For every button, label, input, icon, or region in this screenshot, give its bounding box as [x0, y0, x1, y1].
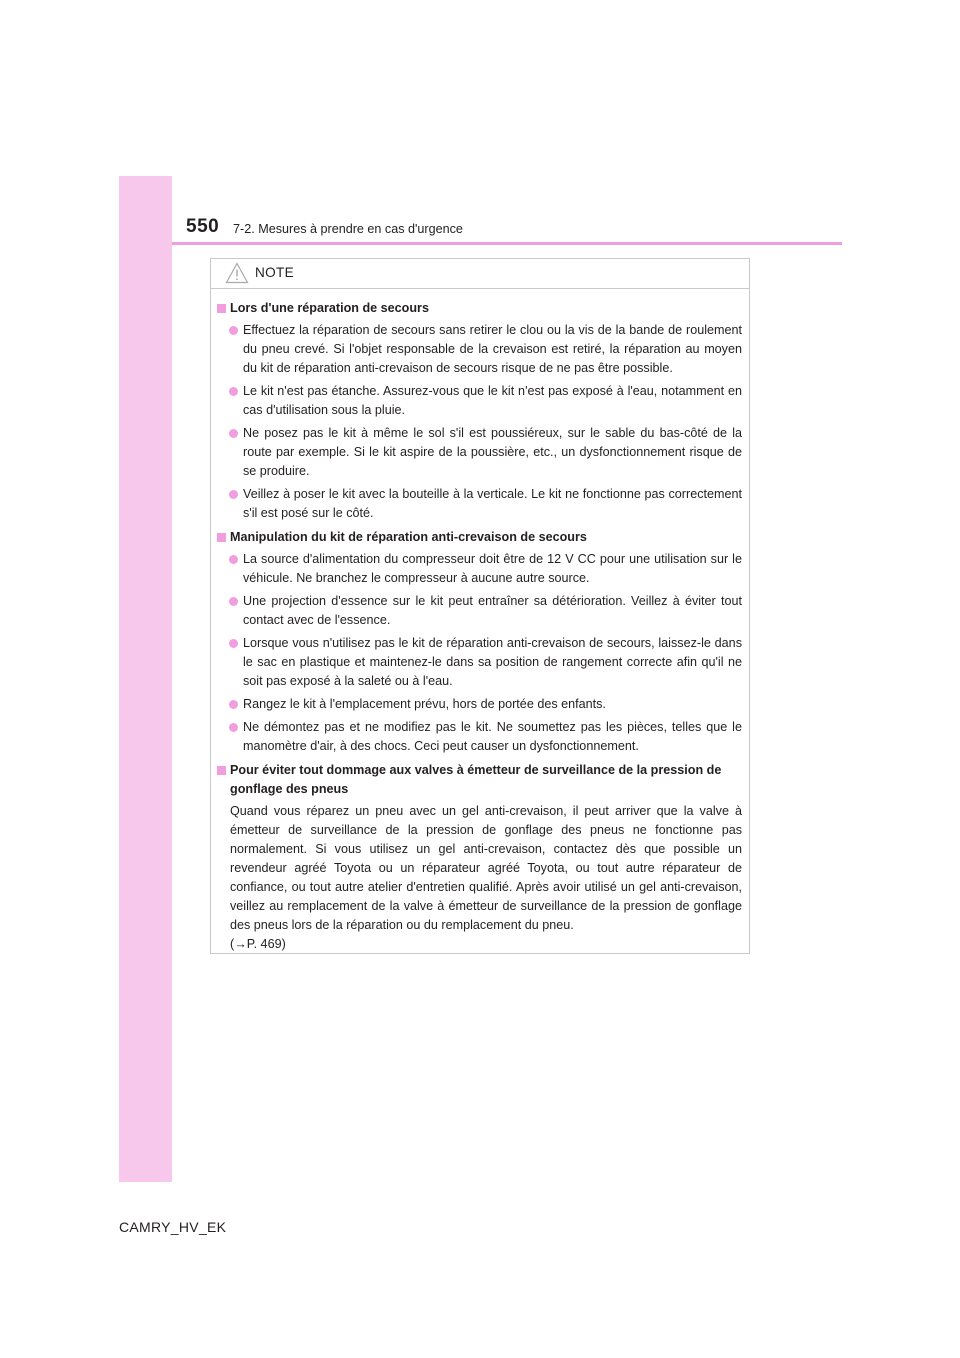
round-bullet-icon — [229, 326, 238, 335]
round-bullet-icon — [229, 597, 238, 606]
side-tab-strip — [119, 176, 172, 1182]
list-item — [217, 485, 742, 523]
list-item-text: Lorsque vous n'utilisez pas le kit de réparation anti-crevaison de secours, laissez-le dans le sac en plastique et maintenez-le dans sa position de rangement correcte afin qu'il ne soit pas exposé à la saleté ou à l'eau. — [243, 636, 742, 688]
round-bullet-icon — [229, 723, 238, 732]
square-bullet-icon — [217, 304, 226, 313]
round-bullet-icon — [229, 639, 238, 648]
round-bullet-icon — [229, 429, 238, 438]
section-heading-text: Pour éviter tout dommage aux valves à émetteur de surveillance de la pression de gonflage des pneus — [230, 763, 722, 796]
list-item — [217, 634, 742, 691]
square-bullet-icon — [217, 766, 226, 775]
note-title: NOTE — [255, 265, 294, 280]
section-heading — [217, 528, 742, 547]
list-item — [217, 424, 742, 481]
list-item — [217, 321, 742, 378]
note-section-kit-handling — [217, 528, 742, 756]
round-bullet-icon — [229, 490, 238, 499]
list-item — [217, 592, 742, 630]
list-item — [217, 718, 742, 756]
warning-triangle-icon — [225, 262, 249, 284]
note-header — [211, 259, 749, 289]
round-bullet-icon — [229, 555, 238, 564]
square-bullet-icon — [217, 533, 226, 542]
section-heading-text: Lors d'une réparation de secours — [230, 301, 429, 315]
note-box — [210, 258, 750, 954]
list-item — [217, 695, 742, 714]
section-heading — [217, 761, 742, 799]
model-code: CAMRY_HV_EK — [119, 1219, 227, 1235]
note-section-emergency-repair — [217, 299, 742, 523]
section-paragraph: Quand vous réparez un pneu avec un gel anti-crevaison, il peut arriver que la valve à émetteur de surveillance de la pression de gonflage des pneus ne fonctionne pas normalement. Si vous utilisez un gel anti-crevaison, contactez dès que possible un revendeur agréé Toyota ou un réparateur agréé Toyota, ou tout autre réparateur de confiance, ou tout autre atelier d'entretien qualifié. Après avoir utilisé un gel anti-crevaison, veillez au remplacement de la valve à émetteur de surveillance de la pression de gonflage des pneus lors de la réparation ou du remplacement du pneu. — [230, 804, 742, 932]
page-number: 550 — [186, 216, 220, 237]
round-bullet-icon — [229, 700, 238, 709]
list-item-text: Ne démontez pas et ne modifiez pas le kit. Ne soumettez pas les pièces, telles que le manomètre d'air, à des chocs. Ceci peut causer un dysfonctionnement. — [243, 720, 742, 753]
section-title: 7-2. Mesures à prendre en cas d'urgence — [233, 222, 463, 236]
list-item-text: Rangez le kit à l'emplacement prévu, hors de portée des enfants. — [243, 697, 606, 711]
round-bullet-icon — [229, 387, 238, 396]
list-item-text: Une projection d'essence sur le kit peut entraîner sa détérioration. Veillez à éviter tout contact avec de l'essence. — [243, 594, 742, 627]
note-section-tpms-valves — [217, 761, 742, 954]
list-item — [217, 382, 742, 420]
header-divider — [172, 242, 842, 245]
list-item — [217, 550, 742, 588]
list-item-text: La source d'alimentation du compresseur doit être de 12 V CC pour une utilisation sur le véhicule. Ne branchez le compresseur à aucune autre source. — [243, 552, 742, 585]
list-item-text: Ne posez pas le kit à même le sol s'il est poussiéreux, sur le sable du bas-côté de la route par exemple. Si le kit aspire de la poussière, etc., un dysfonctionnement risque de se produire. — [243, 426, 742, 478]
page-reference-link[interactable]: (→P. 469) — [230, 937, 286, 951]
section-heading — [217, 299, 742, 318]
section-heading-text: Manipulation du kit de réparation anti-crevaison de secours — [230, 530, 587, 544]
list-item-text: Veillez à poser le kit avec la bouteille à la verticale. Le kit ne fonctionne pas correctement s'il est posé sur le côté. — [243, 487, 742, 520]
note-body — [211, 289, 749, 954]
list-item-text: Le kit n'est pas étanche. Assurez-vous que le kit n'est pas exposé à l'eau, notamment en cas d'utilisation sous la pluie. — [243, 384, 742, 417]
list-item-text: Effectuez la réparation de secours sans retirer le clou ou la vis de la bande de roulement du pneu crevé. Si l'objet responsable de la crevaison est retiré, la réparation au moyen du kit de réparation anti-crevaison de secours risque de ne pas être possible. — [243, 323, 742, 375]
